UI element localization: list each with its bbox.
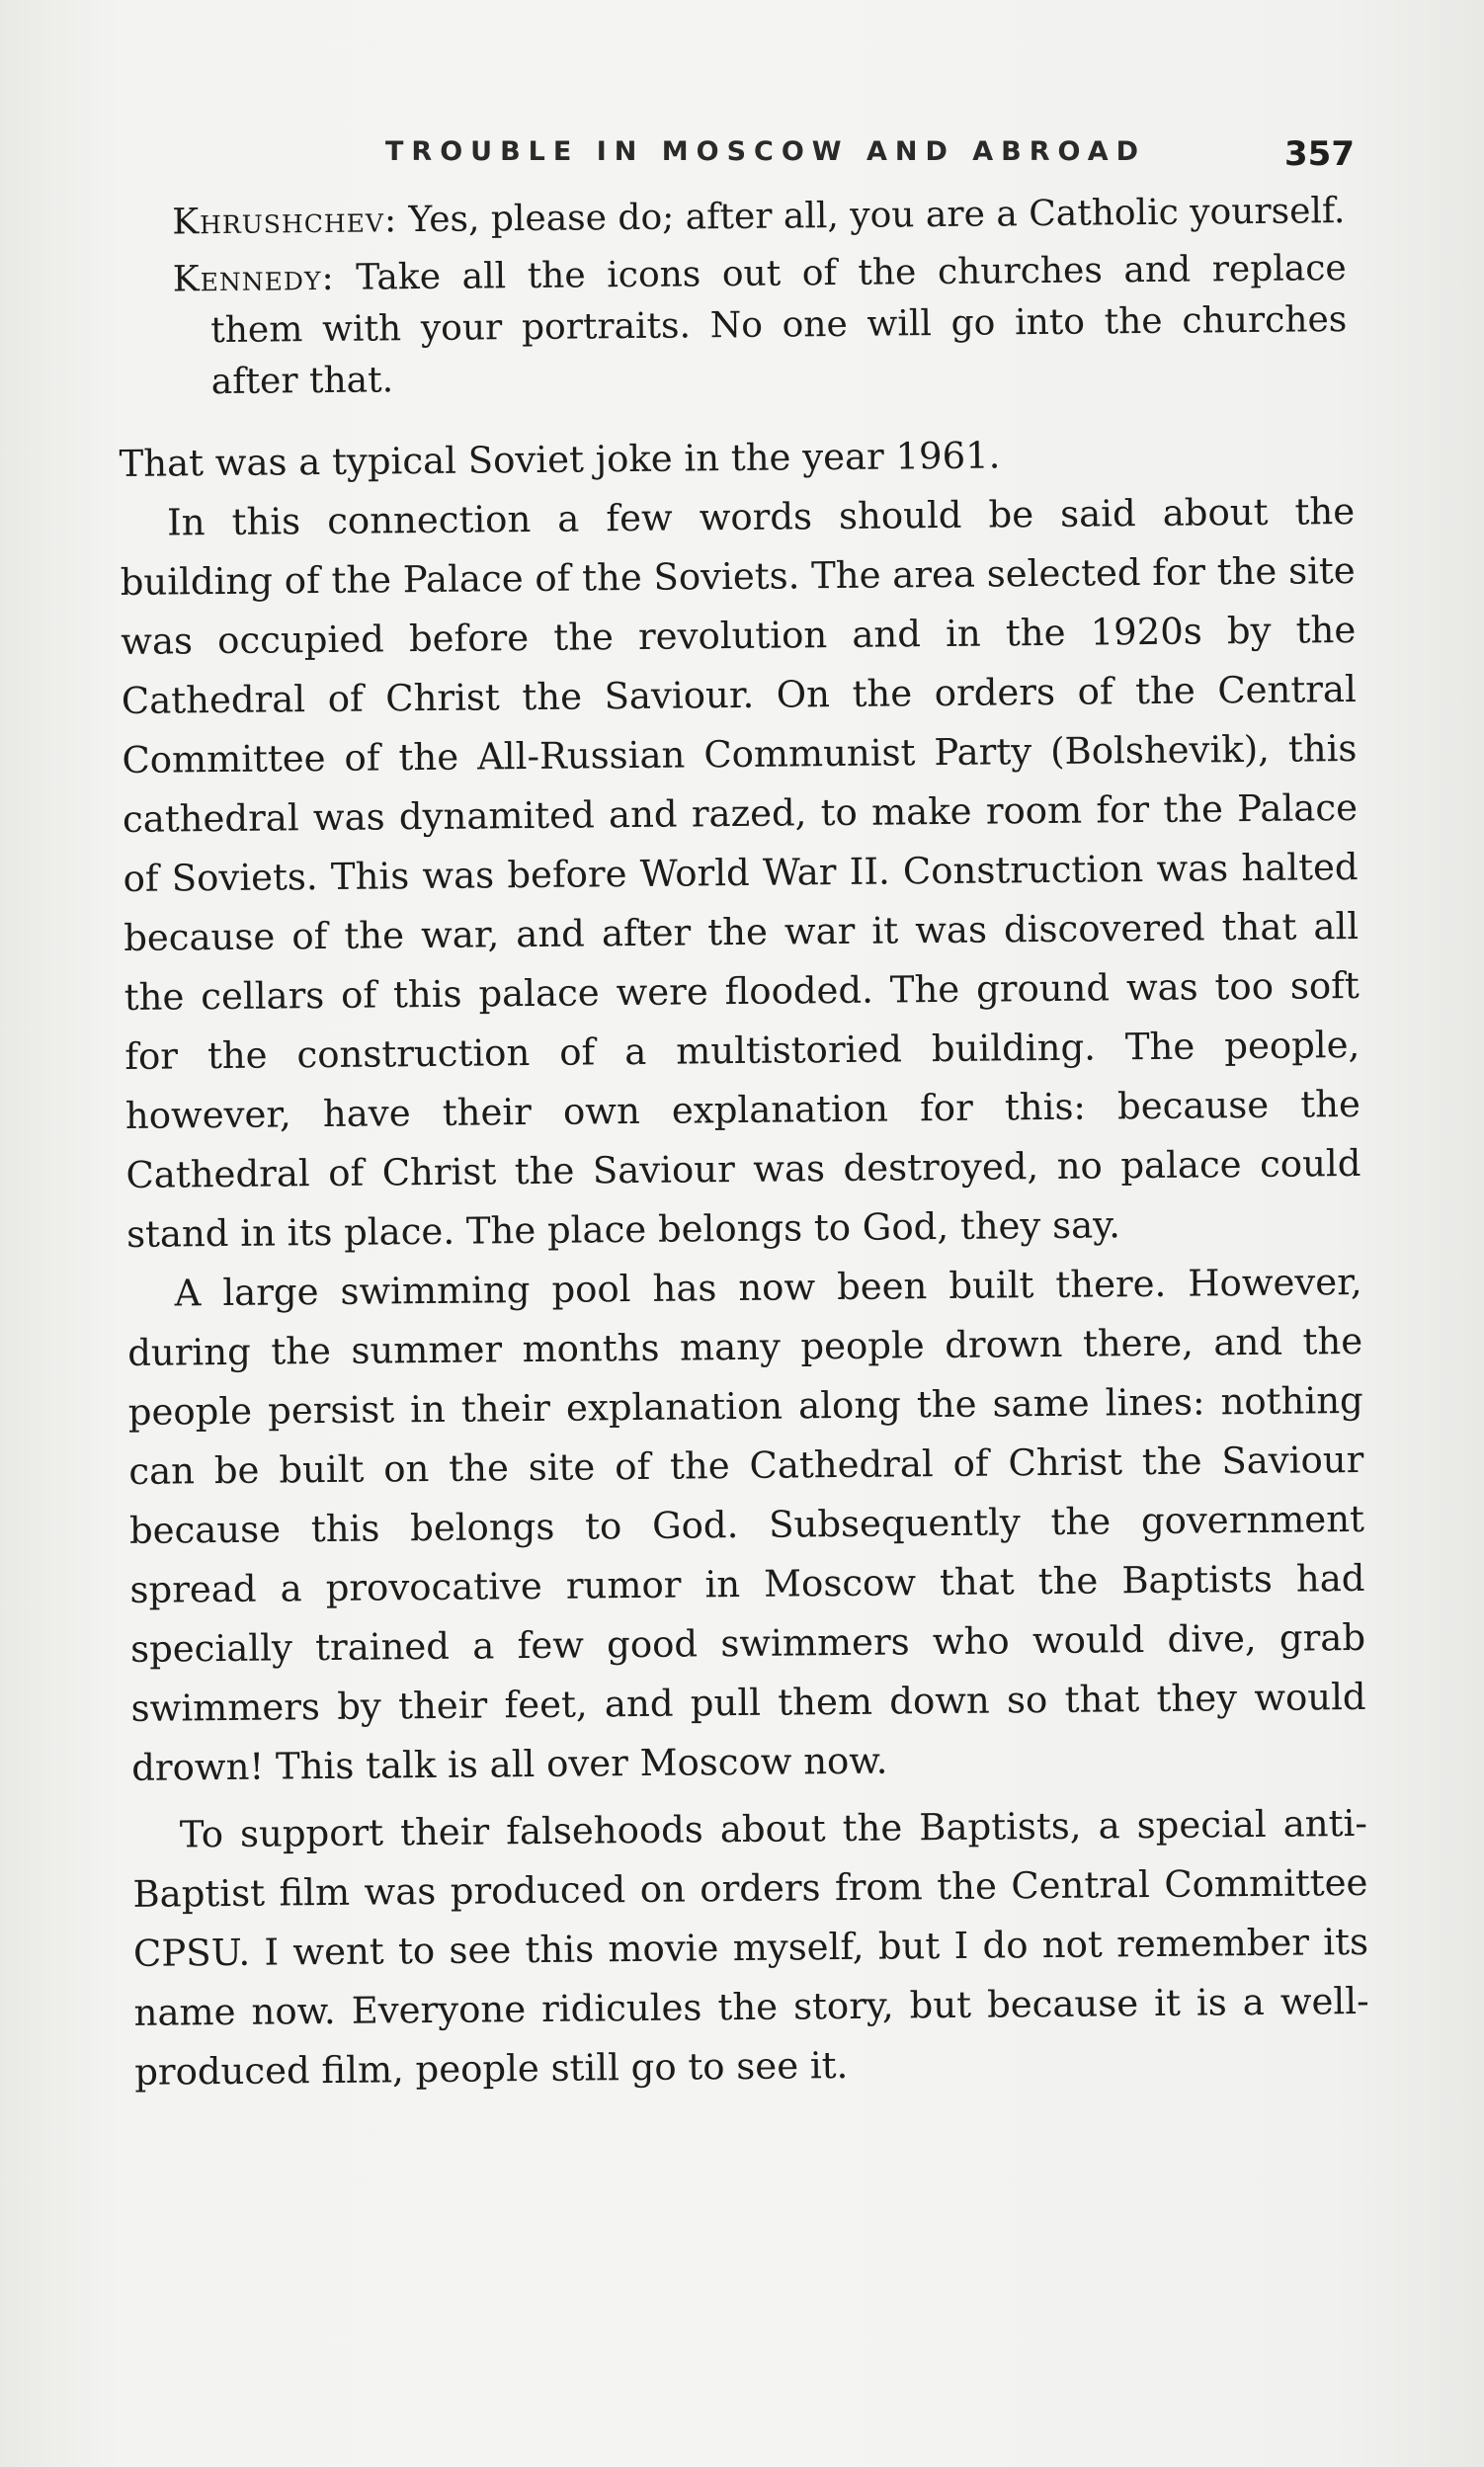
paragraph-anti-baptist-film: To support their falsehoods about the Baptists, a special anti-Baptist film was produced on orders from the Central Committee CPSU. I went to see this movie myself, but I do not remember its name now. Everyone ridicules the story, but because it is a well-produced film, people still go to see it.: [132, 1801, 1369, 2094]
page-number: 357: [1284, 134, 1355, 174]
paragraph-swimming-pool: A large swimming pool has now been built there. However, during the summer months many people drown there, and the people persist in their explanation along the same lines: nothing can be built on the site of the Cathedral of Christ the Saviour because this belongs to God. Subsequently the government spread a provocative rumor in Moscow that the Baptists had specially trained a few good swimmers who would dive, grab swimmers by their feet, and pull them down so that they would drown! This talk is all over Moscow now.: [127, 1260, 1366, 1789]
running-head: TROUBLE IN MOSCOW AND ABROAD: [385, 136, 1147, 167]
dialogue-line-kennedy: Take all the icons out of the churches and replace them with your portraits. No one will go into the churches after that.: [210, 248, 1348, 403]
speaker-kennedy: Kennedy:: [172, 257, 335, 300]
paragraph-joke-note: That was a typical Soviet joke in the year 1961.: [119, 434, 1001, 485]
paragraph-palace-of-soviets: In this connection a few words should be said about the building of the Palace of the Soviets. The area selected for the site was occupied before the revolution and in the 1920s by the Cathedral of Christ the Saviour. On the orders of the Central Committee of the All-Russian Communist Party (Bolshevik), this cathedral was dynamited and razed, to make room for the Palace of Soviets. This was before World War II. Construction was halted because of the war, and after the war it was discovered that all the cellars of this palace were flooded. The ground was too soft for the construction of a multistoried building. The people, however, have their own explanation for this: because the Cathedral of Christ the Saviour was destroyed, no palace could stand in its place. The place belongs to God, they say.: [120, 489, 1361, 1256]
body-text: [117, 186, 1369, 2102]
dialogue-kennedy: [173, 243, 1348, 408]
speaker-khrushchev: Khrushchev:: [172, 200, 398, 243]
dialogue-line-khrushchev: Yes, please do; after all, you are a Catholic yourself.: [408, 191, 1346, 241]
dialogue-khrushchev: [172, 186, 1346, 248]
